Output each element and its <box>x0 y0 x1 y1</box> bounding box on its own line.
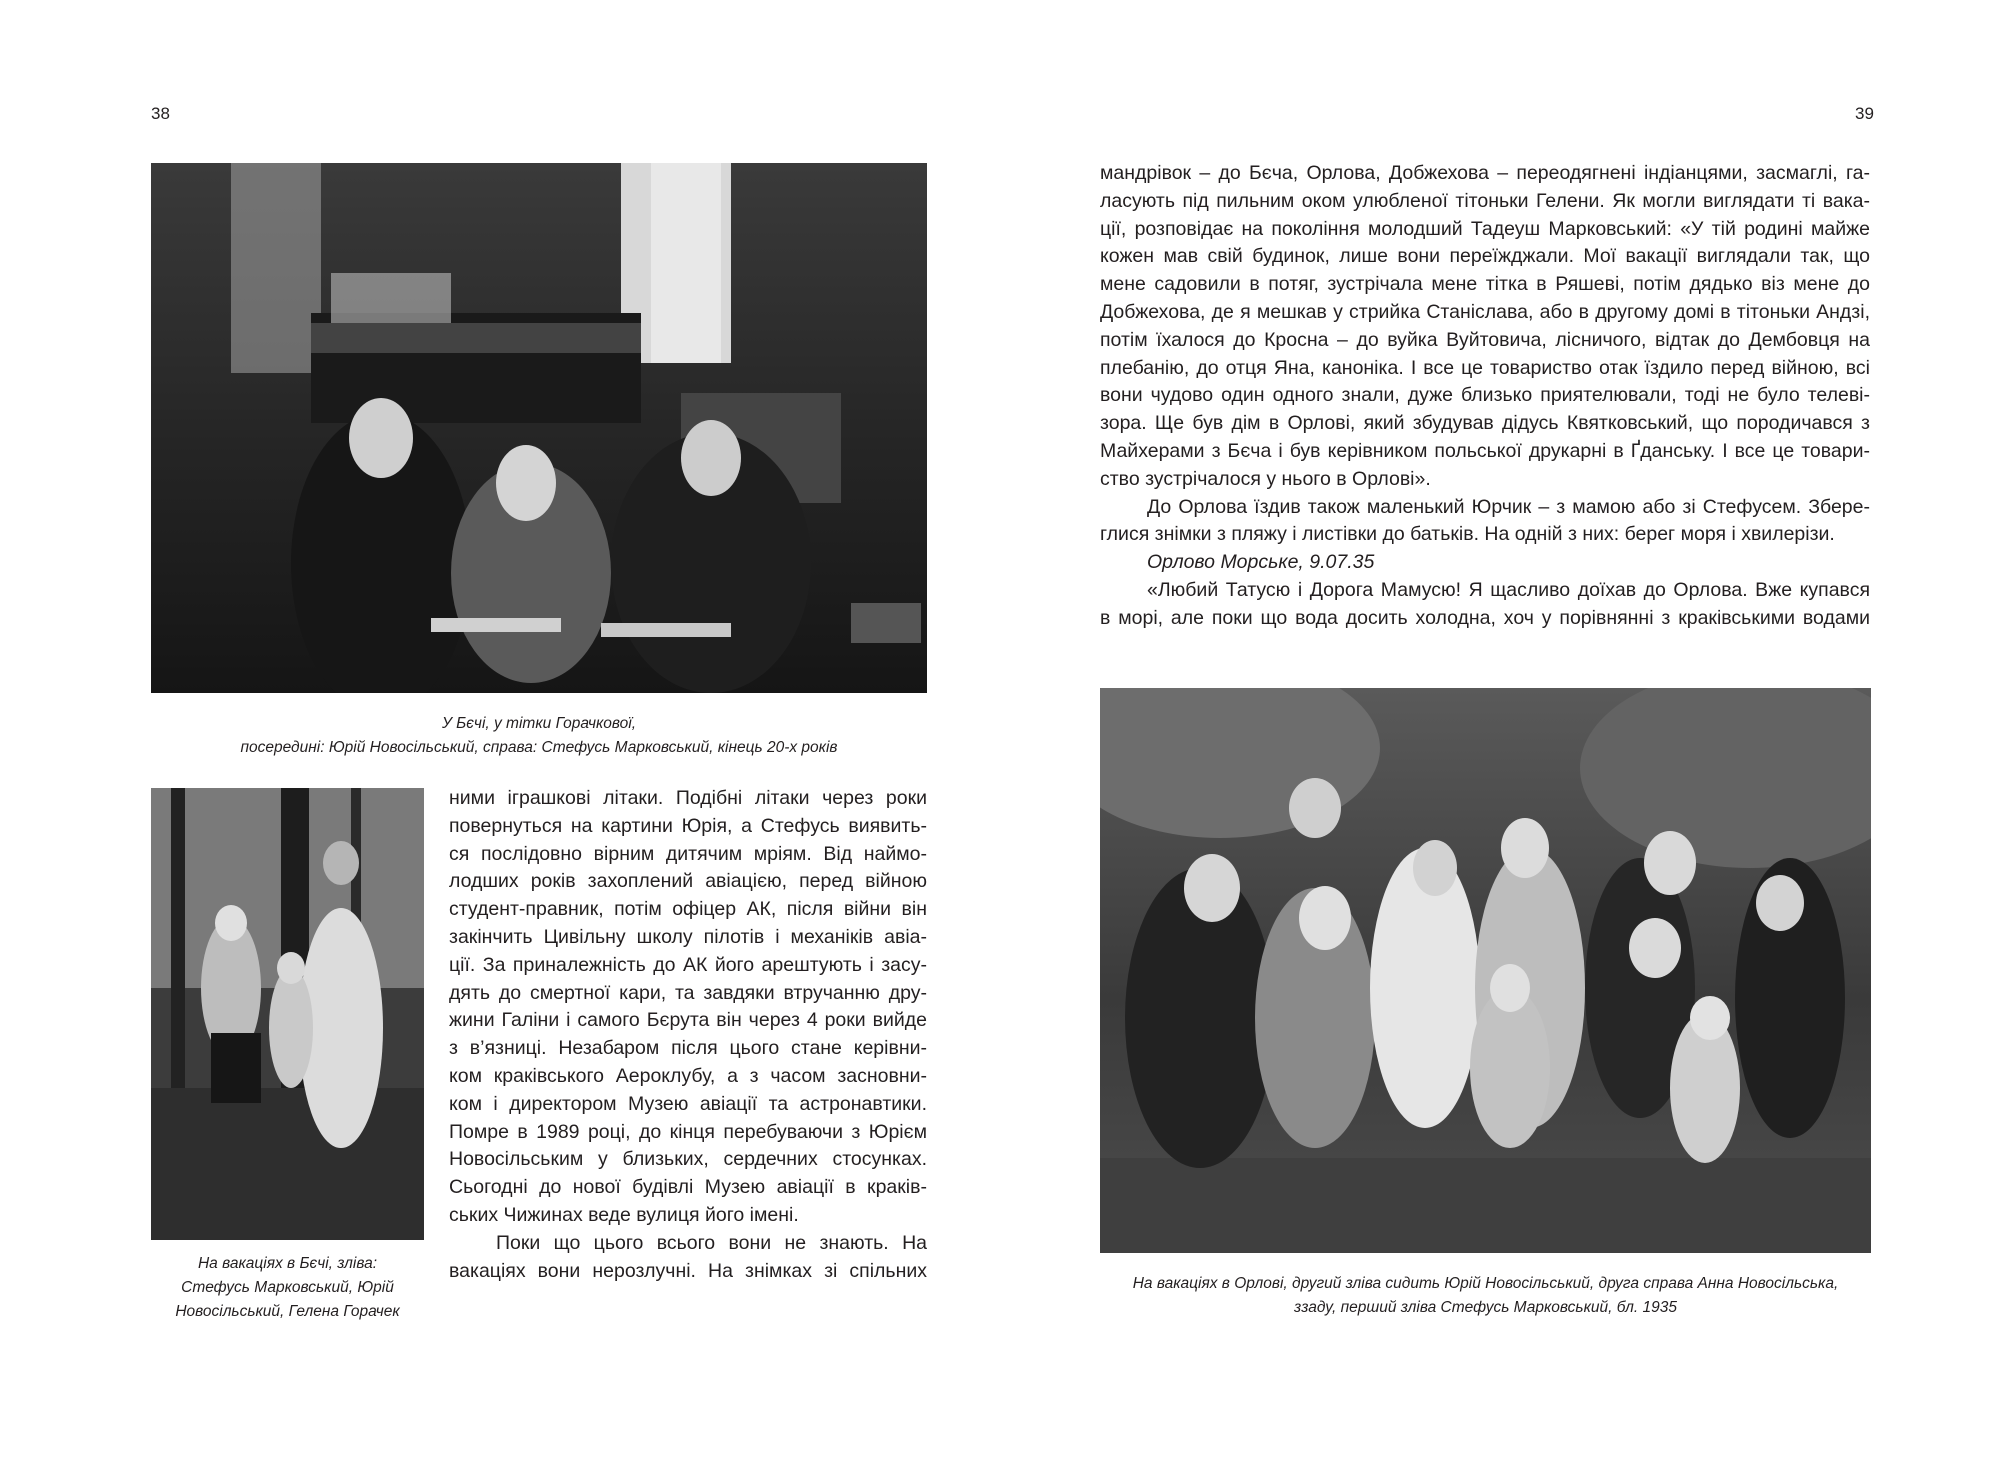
caption-line: Стефусь Марковський, Юрій <box>181 1279 394 1296</box>
text-line: кожен мав свій будинок, лише вони переїжджали. Мої вакації виглядали так, що <box>1100 245 1870 268</box>
caption-line: У Бєчі, у тітки Горачкової, <box>441 715 637 732</box>
text-line: Сьогодні до нової будівлі Музею авіації в краків- <box>449 1176 927 1199</box>
text-line: Поки що цього всього вони не знають. На <box>496 1231 927 1254</box>
caption-line: ззаду, перший зліва Стефусь Марковський, бл. 1935 <box>1294 1299 1677 1316</box>
caption-photo-2 <box>151 1252 424 1324</box>
caption-line: На вакаціях в Бєчі, зліва: <box>197 1255 378 1272</box>
text-line: ції, розповідає на покоління молодший Тадеуш Марковський: «У тій родині майже <box>1100 217 1870 240</box>
photo-forest-vacation <box>151 788 424 1240</box>
text-line: зора. Ще був дім в Орлові, який збудував дідусь Квятковський, що породичався з <box>1100 412 1870 435</box>
text-line: Помре в 1989 році, до кінця перебуваючи з Юрієм <box>449 1120 927 1143</box>
text-line: ся послідовно вірним дитячим мріям. Від наймо- <box>449 842 927 865</box>
page-number-right: 39 <box>1855 104 1874 123</box>
text-line: ції. За приналежність до АК його арештують і засу- <box>449 953 927 976</box>
text-line: дять до смертної кари, та завдяки втручанню дру- <box>449 981 927 1004</box>
text-line: з в’язниці. Незабаром після цього стане керівни- <box>449 1037 927 1060</box>
text-line: плебанію, до отця Яна, каноніка. І все це товариство отак їздило перед війною, всі <box>1100 356 1870 379</box>
text-line: «Любий Татусю і Дорога Мамусю! Я щасливо доїхав до Орлова. Вже купався <box>1147 578 1870 601</box>
caption-line: Новосільський, Гелена Горачек <box>175 1303 400 1320</box>
left-column-text <box>449 785 927 1285</box>
caption-photo-3 <box>1080 1272 1891 1320</box>
photo-children-with-toy-planes <box>151 163 927 693</box>
text-line: ласують під пильним оком улюбленої тітоньки Гелени. Як могли виглядати ті вака- <box>1100 189 1870 212</box>
right-column-text <box>1100 160 1870 633</box>
text-line: ними іграшкові літаки. Подібні літаки через роки <box>449 787 927 809</box>
text-line: студент-правник, потім офіцер АК, після війни він <box>449 898 927 921</box>
photo-group-orlovo <box>1100 688 1871 1253</box>
text-line: вони чудово один одного знали, дуже близько приятелювали, тоді не було телеві- <box>1100 384 1870 407</box>
text-line: Майхерами з Бєча і був керівником польської друкарні в Ґданську. І все це товари- <box>1100 439 1870 462</box>
text-line: глися знімки з пляжу і листівки до батьків. На одній з них: берег моря і хвилерізи. <box>1100 523 1835 546</box>
text-line: закінчить Цивільну школу пілотів і механіків авіа- <box>449 925 927 948</box>
text-line: потім їхалося до Кросна – до вуйка Вуйтовича, лісничого, відтак до Дембовця на <box>1100 328 1870 351</box>
text-line: ських Чижинах веде вулиця його імені. <box>449 1203 799 1226</box>
text-line: мандрівок – до Бєча, Орлова, Добжехова – переодягнені індіанцями, засмаглі, га- <box>1100 162 1870 184</box>
text-line: повернуться на картини Юрія, а Стефусь виявить- <box>449 814 927 837</box>
text-line: жини Галіни і самого Бєрута він через 4 роки вийде <box>449 1009 927 1032</box>
text-line: Орлово Морське, 9.07.35 <box>1147 551 1375 574</box>
text-line: До Орлова їздив також маленький Юрчик – з мамою або зі Стефусем. Збере- <box>1147 495 1870 518</box>
text-line: Добжехова, де я мешкав у стрийка Станіслава, або в другому домі в тітоньки Андзі, <box>1100 300 1870 323</box>
text-line: вакаціях вони нерозлучні. На знімках зі спільних <box>449 1259 927 1282</box>
page-number-left: 38 <box>151 104 170 123</box>
text-line: ство зустрічалося у нього в Орлові». <box>1100 467 1431 490</box>
text-line: ком і директором Музею авіації та астронавтики. <box>449 1092 927 1115</box>
text-line: Новосільським у близьких, сердечних стосунках. <box>449 1148 927 1171</box>
text-line: лодших років захоплений авіацією, перед війною <box>449 870 927 893</box>
text-line: в морі, але поки що вода досить холодна, хоч у порівнянні з краківськими водами <box>1100 606 1870 629</box>
text-line: ком краківського Аероклубу, а з часом засновни- <box>449 1064 927 1087</box>
text-line: мене садовили в потяг, зустрічала мене тітка в Ряшеві, потім дядько віз мене до <box>1100 273 1870 296</box>
caption-line: На вакаціях в Орлові, другий зліва сидить Юрій Новосільський, друга справа Анна Новосільська, <box>1132 1275 1839 1292</box>
caption-line: посередині: Юрій Новосільський, справа: Стефусь Марковський, кінець 20-х років <box>240 739 838 756</box>
caption-photo-1 <box>151 712 927 760</box>
